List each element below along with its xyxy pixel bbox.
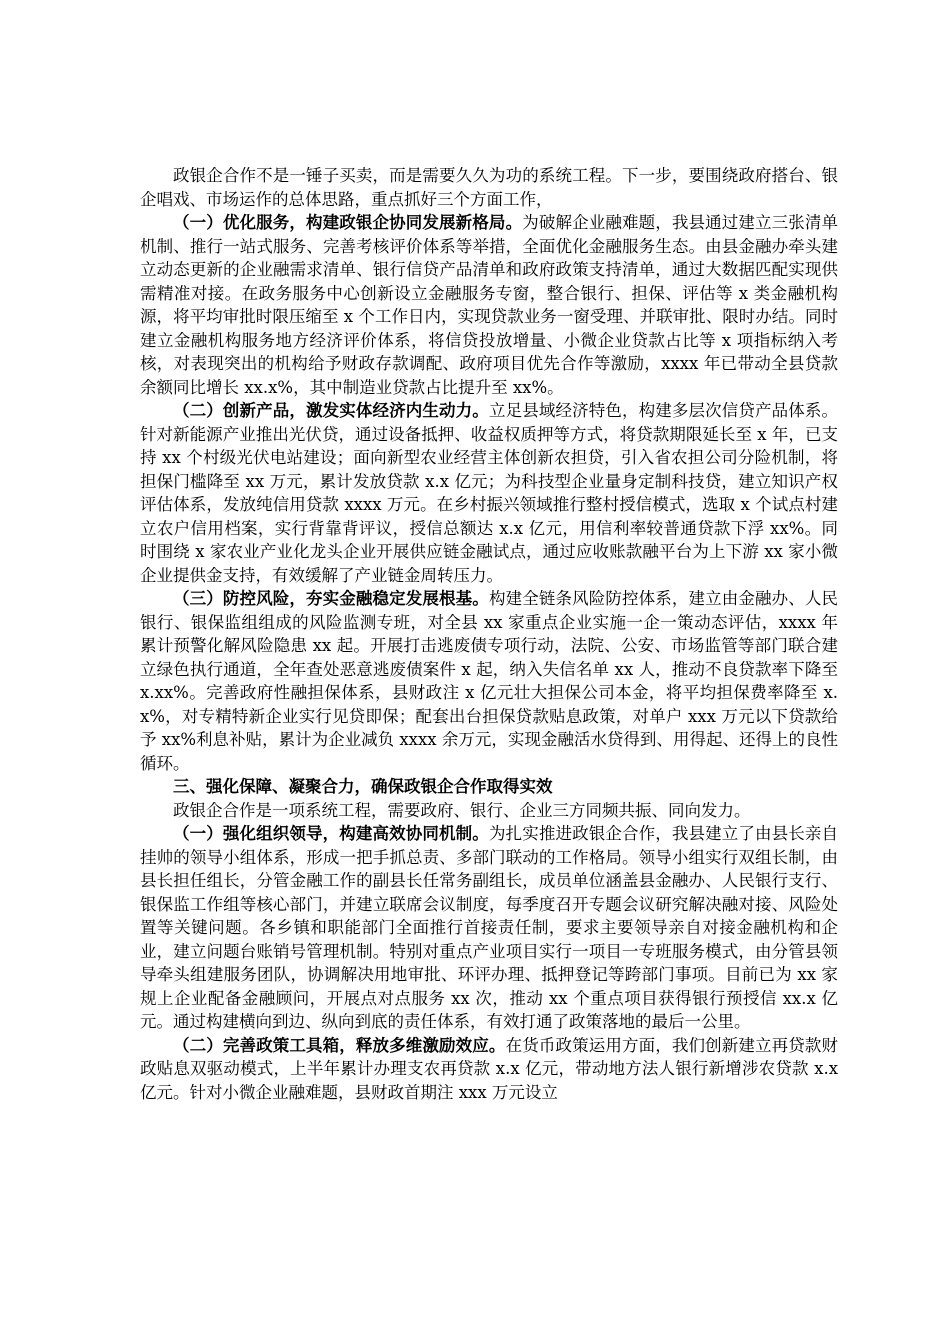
section-heading xyxy=(140,775,838,799)
paragraph-section-intro xyxy=(140,799,838,823)
paragraph-organization xyxy=(140,822,838,1034)
paragraph-text: 为破解企业融难题，我县通过建立三张清单机制、推行一站式服务、完善考核评价体系等举措，全面优化金融服务生态。由县金融办牵头建立动态更新的企业融需求清单、银行信贷产品清单和政府政策支持清单，通过大数据匹配实现供需精准对接。在政务服务中心创新设立金融服务专窗，整合银行、担保、评估等 x 类金融机构源，将平均审批时限压缩至 x 个工作日内，实现贷款业务一窗受理、并联审批、限时办结。同时建立金融机构服务地方经济评价体系，将信贷投放增量、小微企业贷款占比等 x 项指标纳入考核，对表现突出的机构给予财政存款调配、政府项目优先合作等激励，xxxx 年已带动全县贷款余额同比增长 xx.x%，其中制造业贷款占比提升至 xx%。 xyxy=(140,213,839,397)
paragraph-text: 在货币政策运用方面，我们创新建立再贷款财政贴息双驱动模式，上半年累计办理支农再贷款 x.x 亿元，带动地方法人银行新增涉农贷款 x.x 亿元。针对小微企业融难题，县财政首期注 xxx 万元设立 xyxy=(140,1035,839,1102)
paragraph-optimize-service xyxy=(140,211,838,399)
paragraph-risk-control xyxy=(140,587,838,775)
paragraph-lead: （一）强化组织领导，构建高效协同机制。 xyxy=(173,824,489,843)
paragraph-text: 政银企合作是一项系统工程，需要政府、银行、企业三方同频共振、同向发力。 xyxy=(173,800,751,820)
paragraph-lead: （二）完善政策工具箱，释放多维激励效应。 xyxy=(173,1035,506,1055)
paragraph-innovate-products xyxy=(140,399,838,587)
paragraph-lead: （三）防控风险，夯实金融稳定发展根基。 xyxy=(173,589,489,608)
paragraph-intro xyxy=(140,164,838,211)
paragraph-lead: （二）创新产品，激发实体经济内生动力。 xyxy=(173,401,489,420)
paragraph-text: 构建全链条风险防控体系，建立由金融办、人民银行、银保监组组成的风险监测专班，对全县 xx 家重点企业实施一企一策动态评估，xxxx 年累计预警化解风险隐患 xx 起。开展打击逃废债专项行动，法院、公安、市场监管等部门联合建立绿色执行通道，全年查处恶意逃废债案件 x 起，纳入失信名单 xx 人，推动不良贷款率下降至 x.xx%。完善政府性融担保体系，县财政注 x 亿元壮大担保公司本金，将平均担保费率降至 x.x%，对专精特新企业实行见贷即保；配套出台担保贷款贴息政策，对单户 xxx 万元以下贷款给予 xx%利息补贴，累计为企业减负 xxxx 余万元，实现金融活水贷得到、用得起、还得上的良性循环。 xyxy=(140,589,839,773)
section-heading-text: 三、强化保障、凝聚合力，确保政银企合作取得实效 xyxy=(173,777,553,796)
paragraph-text: 为扎实推进政银企合作，我县建立了由县长亲自挂帅的领导小组体系，形成一把手抓总责、多部门联动的工作格局。领导小组实行双组长制，由县长担任组长，分管金融工作的副县长任常务副组长，成员单位涵盖县金融办、人民银行支行、银保监工作组等核心部门，并建立联席会议制度，每季度召开专题会议研究解决融对接、风险处置等关键问题。各乡镇和职能部门全面推行首接责任制，要求主要领导亲自对接金融机构和企业，建立问题台账销号管理机制。特别对重点产业项目实行一项目一专班服务模式，由分管县领导牵头组建服务团队，协调解决用地审批、环评办理、抵押登记等跨部门事项。目前已为 xx 家规上企业配备金融顾问，开展点对点服务 xx 次，推动 xx 个重点项目获得银行预授信 xx.x 亿元。通过构建横向到边、纵向到底的责任体系，有效打通了政策落地的最后一公里。 xyxy=(140,824,839,1031)
paragraph-policy-toolbox xyxy=(140,1034,838,1105)
paragraph-text: 政银企合作不是一锤子买卖，而是需要久久为功的系统工程。下一步，要围绕政府搭台、银企唱戏、市场运作的总体思路，重点抓好三个方面工作， xyxy=(140,166,838,209)
paragraph-lead: （一）优化服务，构建政银企协同发展新格局。 xyxy=(173,213,523,232)
paragraph-text: 立足县域经济特色，构建多层次信贷产品体系。针对新能源产业推出光伏贷，通过设备抵押、收益权质押等方式，将贷款期限延长至 x 年，已支持 xx 个村级光伏电站建设；面向新型农业经营主体创新农担贷，引入省农担公司分险机制，将担保门槛降至 xx 万元，累计发放贷款 x.x 亿元；为科技型企业量身定制科技贷，建立知识产权评估体系，发放纯信用贷款 xxxx 万元。在乡村振兴领域推行整村授信模式，选取 x 个试点村建立农户信用档案，实行背靠背评议，授信总额达 x.x 亿元，用信利率较普通贷款下浮 xx%。同时围绕 x 家农业产业化龙头企业开展供应链金融试点，通过应收账款融平台为上下游 xx 家小微企业提供金支持，有效缓解了产业链金周转压力。 xyxy=(140,401,839,585)
